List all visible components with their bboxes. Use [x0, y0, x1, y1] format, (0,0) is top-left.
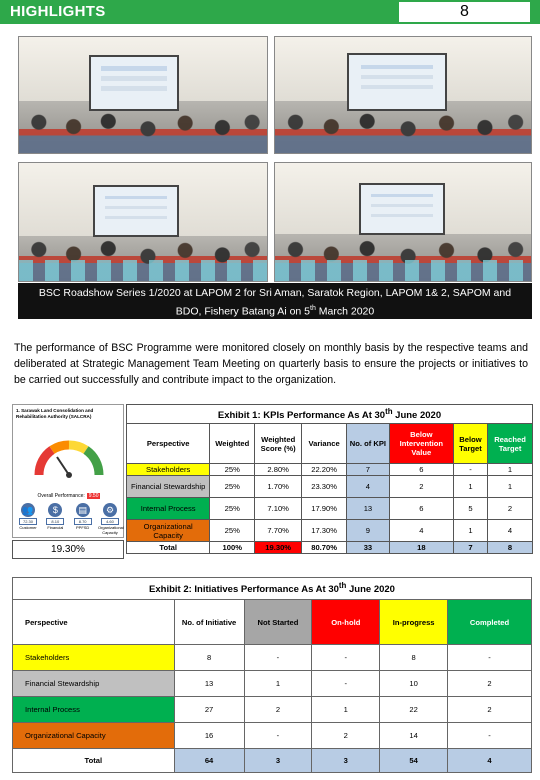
table-row: Organizational Capacity 16 - 2 14 - [13, 723, 532, 749]
capacity-icon: ⚙ 4.60 Organizational Capacity [97, 505, 124, 535]
table-row: Financial Stewardship 25% 1.70% 23.30% 4 2 1 1 [127, 476, 533, 498]
perspective-cell: Internal Process [13, 697, 175, 723]
perspective-cell: Financial Stewardship [127, 476, 210, 498]
perspective-cell: Financial Stewardship [13, 671, 175, 697]
table-row: Organizational Capacity 25% 7.70% 17.30% 9 4 1 4 [127, 520, 533, 542]
gauge-icon [32, 433, 106, 481]
col-perspective: Perspective [127, 424, 210, 464]
exhibit-2-title: Exhibit 2: Initiatives Performance As At 30th June 2020 [13, 578, 532, 600]
col-perspective: Perspective [13, 600, 175, 645]
customer-icon: 👥 72.30 Customer [19, 505, 37, 530]
caption-line-2: BDO, Fishery Batang Ai on 5th March 2020 [175, 305, 375, 318]
exhibit-2-table [12, 577, 532, 773]
table-row: Internal Process 25% 7.10% 17.90% 13 6 5 2 [127, 498, 533, 520]
col-variance: Variance [302, 424, 347, 464]
ppfsd-icon: ▤ 8.70 PPFSD [71, 503, 95, 535]
table-row: Stakeholders 8 - - 8 - [13, 645, 532, 671]
dashboard-perspective-icons [16, 503, 122, 535]
page-number: 8 [398, 1, 531, 23]
body-paragraph: The performance of BSC Programme were monitored closely on monthly basis by the respective teams and deliberated at Strategic Management Team Meeting on quarterly basis to ensure the projects or initiatives to be carried out successfully and contribute impact to the organization. [14, 342, 528, 386]
col-on-hold: On-hold [312, 600, 380, 645]
col-weighted: Weighted [210, 424, 255, 464]
workshop-photo-1 [18, 36, 268, 154]
header-title: HIGHLIGHTS [10, 3, 106, 20]
overall-performance-label: Overall Performance: 9.50 [37, 493, 99, 499]
dashboard-org-title: 1. Sarawak Land Consolidation and Rehabilitation Authority (SALCRA) [16, 408, 94, 419]
col-weighted-score: Weighted Score (%) [255, 424, 302, 464]
col-in-progress: In-progress [380, 600, 448, 645]
col-not-started: Not Started [244, 600, 312, 645]
overall-score-box: 19.30% [12, 540, 124, 559]
caption-line-1: BSC Roadshow Series 1/2020 at LAPOM 2 for Sri Aman, Saratok Region, LAPOM 1& 2, SAPOM and [38, 287, 512, 299]
col-below-intervention: Below Intervention Value [389, 424, 453, 464]
perspective-cell: Stakeholders [13, 645, 175, 671]
workshop-photo-2 [274, 36, 532, 154]
total-row: Total 64 3 3 54 4 [13, 749, 532, 773]
photo-caption [18, 283, 532, 319]
performance-dashboard [12, 404, 124, 538]
exhibit-1-table [126, 404, 533, 554]
col-kpi: No. of KPI [347, 424, 390, 464]
header-bar [0, 0, 540, 24]
col-reached-target: Reached Target [488, 424, 533, 464]
perspective-cell: Stakeholders [127, 464, 210, 476]
financial-icon: $ 8.10 Financial [47, 505, 64, 530]
total-row: Total 100% 19.30% 80.70% 33 18 7 8 [127, 542, 533, 554]
table-row: Internal Process 27 2 1 22 2 [13, 697, 532, 723]
perspective-cell: Internal Process [127, 498, 210, 520]
perspective-cell: Organizational Capacity [127, 520, 210, 542]
workshop-photo-3 [18, 162, 268, 282]
col-no-of-initiative: No. of Initiative [174, 600, 244, 645]
exhibit-1-title: Exhibit 1: KPIs Performance As At 30th June 2020 [127, 405, 533, 424]
perspective-cell: Organizational Capacity [13, 723, 175, 749]
col-below-target: Below Target [453, 424, 487, 464]
col-completed: Completed [448, 600, 532, 645]
table-row: Stakeholders 25% 2.80% 22.20% 7 6 - 1 [127, 464, 533, 476]
table-row: Financial Stewardship 13 1 - 10 2 [13, 671, 532, 697]
workshop-photo-4 [274, 162, 532, 282]
